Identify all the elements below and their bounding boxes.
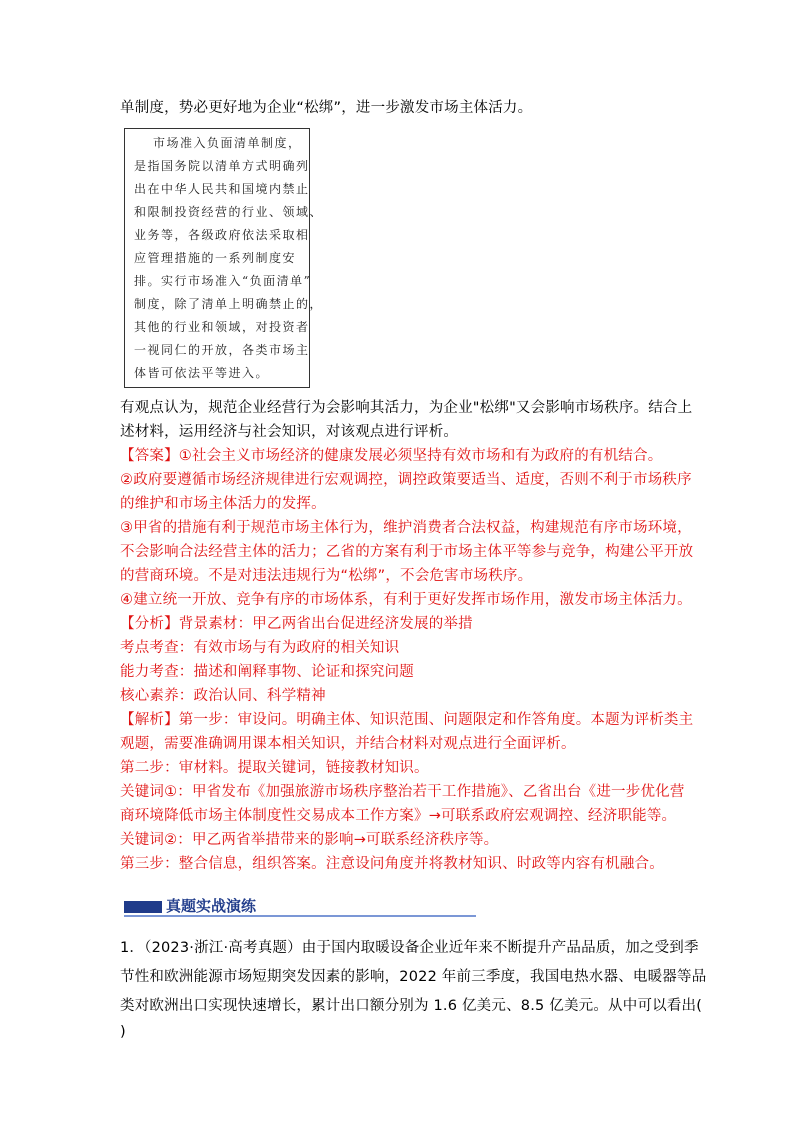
scan-line: 应管理措施的一系列制度安 <box>134 251 297 265</box>
answer-line: 的维护和市场主体活力的发挥。 <box>120 496 326 512</box>
section-rule <box>124 915 476 917</box>
intro-line: 单制度，势必更好地为企业“松绑”，进一步激发市场主体活力。 <box>120 100 533 116</box>
answer-line: 不会影响合法经营主体的活力；乙省的方案有利于市场主体平等参与竞争，构建公平开放 <box>120 544 694 560</box>
question-line: 有观点认为，规范企业经营行为会影响其活力，为企业"松绑"又会影响市场秩序。结合上 <box>120 400 693 416</box>
scan-line: 排。实行市场准入“负面清单” <box>134 274 312 288</box>
explanation-line: 商环境降低市场主体制度性交易成本工作方案》→可联系政府宏观调控、经济职能等。 <box>120 808 677 824</box>
scan-line: 一视同仁的开放，各类市场主 <box>134 343 310 357</box>
answer-line: ④建立统一开放、竞争有序的市场体系，有利于更好发挥市场作用，激发市场主体活力。 <box>120 592 692 608</box>
question1-line: 1．（2023·浙江·高考真题）由于国内取暖设备企业近年来不断提升产品品质，加之受到季 <box>120 940 699 956</box>
explanation-line: 观题，需要准确调用课本相关知识，并结合材料对观点进行全面评析。 <box>120 736 576 752</box>
scan-line: 业务等，各级政府依法采取相 <box>134 228 310 242</box>
analysis-line: 考点考查：有效市场与有为政府的相关知识 <box>120 640 400 656</box>
question1-line: 类对欧洲出口实现快速增长，累计出口额分别为 1.6 亿美元、8.5 亿美元。从中可以看出( <box>120 998 703 1014</box>
question-line: 述材料，运用经济与社会知识，对该观点进行评析。 <box>120 424 459 440</box>
scan-line: 是指国务院以清单方式明确列 <box>134 159 310 173</box>
scan-line: 制度，除了清单上明确禁止的， <box>134 297 324 311</box>
explanation-line: 第二步：审材料。提取关键词，链接教材知识。 <box>120 760 429 776</box>
scan-line: 和限制投资经营的行业、领域、 <box>134 205 324 219</box>
explanation-line: 【解析】第一步：审设问。明确主体、知识范围、问题限定和作答角度。本题为评析类主 <box>120 712 694 728</box>
scan-line: 出在中华人民共和国境内禁止 <box>134 182 310 196</box>
answer-line: ②政府要遵循市场经济规律进行宏观调控，调控政策要适当、适度，否则不利于市场秩序 <box>120 472 692 488</box>
answer-line: 的营商环境。不是对违法违规行为“松绑”，不会危害市场秩序。 <box>120 568 533 584</box>
analysis-line: 能力考查：描述和阐释事物、论证和探究问题 <box>120 664 414 680</box>
explanation-line: 第三步：整合信息，组织答案。注意设问角度并将教材知识、时政等内容有机融合。 <box>120 856 664 872</box>
section-title: 真题实战演练 <box>166 897 257 915</box>
explanation-line: 关键词①：甲省发布《加强旅游市场秩序整治若干工作措施》、乙省出台《进一步优化营 <box>120 784 685 800</box>
scan-line: 市场准入负面清单制度， <box>153 136 302 150</box>
material-scan-box <box>124 128 324 388</box>
question1-line: ) <box>120 1024 126 1040</box>
analysis-line: 核心素养：政治认同、科学精神 <box>120 688 326 704</box>
answer-line: ③甲省的措施有利于规范市场主体行为，维护消费者合法权益，构建规范有序市场环境， <box>120 520 692 536</box>
section-bar <box>124 901 162 913</box>
analysis-line: 【分析】背景素材：甲乙两省出台促进经济发展的举措 <box>120 616 473 632</box>
section-header <box>124 895 476 921</box>
explanation-line: 关键词②：甲乙两省举措带来的影响→可联系经济秩序等。 <box>120 832 499 848</box>
scan-line: 其他的行业和领域，对投资者 <box>134 320 310 334</box>
answer-line: 【答案】①社会主义市场经济的健康发展必须坚持有效市场和有为政府的有机结合。 <box>120 448 663 464</box>
scan-line: 体皆可依法平等进入。 <box>134 366 270 380</box>
question1-line: 节性和欧洲能源市场短期突发因素的影响，2022 年前三季度，我国电热水器、电暖器等品 <box>120 969 707 985</box>
